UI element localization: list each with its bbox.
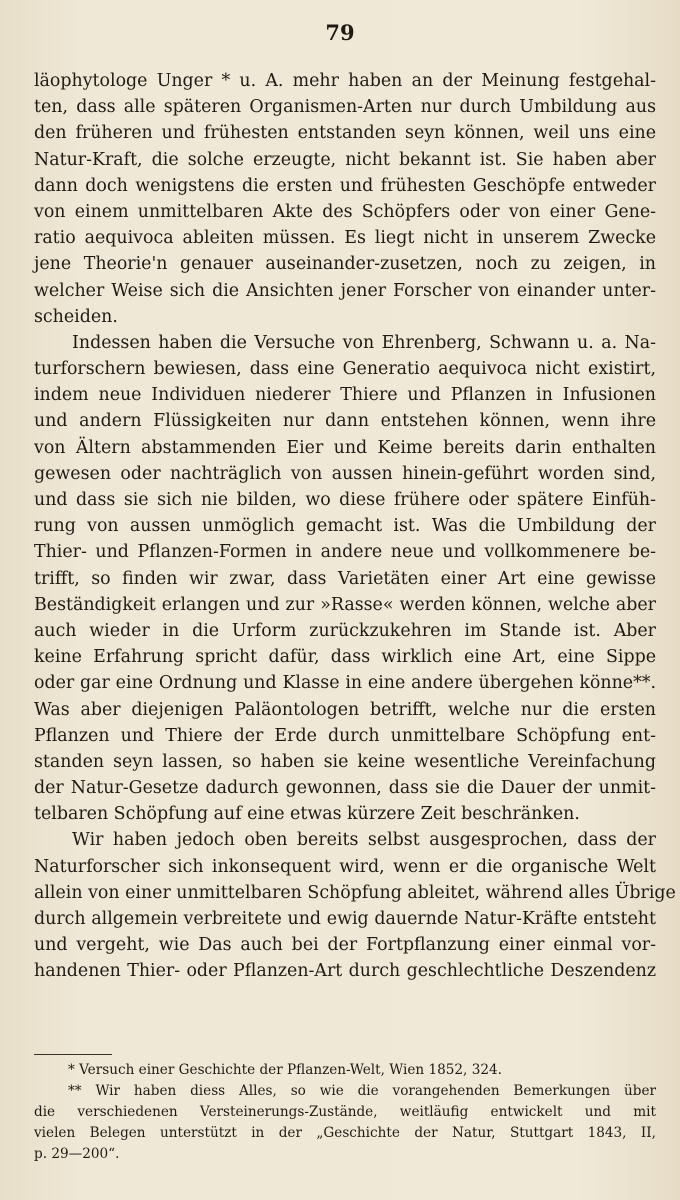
footnote-line: die verschiedenen Versteinerungs-Zustände, weitläufig entwickelt und mit — [34, 1104, 656, 1120]
text-line: scheiden. — [34, 306, 118, 327]
footnotes — [34, 1060, 656, 1165]
text-line: gewesen oder nachträglich von aussen hinein-geführt worden sind, — [34, 463, 656, 484]
page-number: 79 — [325, 20, 355, 45]
text-line: den früheren und frühesten entstanden seyn können, weil uns eine — [34, 123, 656, 144]
footnote-line: p. 29—200“. — [34, 1146, 120, 1162]
text-line: Wir haben jedoch oben bereits selbst ausgesprochen, dass der — [72, 830, 656, 851]
text-line: Pflanzen und Thiere der Erde durch unmittelbare Schöpfung ent- — [34, 725, 656, 746]
text-line: ratio aequivoca ableiten müssen. Es liegt nicht in unserem Zwecke — [34, 228, 656, 249]
text-line: läophytologe Unger * u. A. mehr haben an der Meinung festgehal- — [34, 71, 656, 91]
text-line: Beständigkeit erlangen und zur »Rasse« werden können, welche aber — [34, 594, 656, 615]
text-line: von Ältern abstammenden Eier und Keime bereits darin enthalten — [34, 437, 656, 458]
text-line: und andern Flüssigkeiten nur dann entstehen können, wenn ihre — [34, 411, 656, 432]
text-line: handenen Thier- oder Pflanzen-Art durch geschlechtliche Deszendenz — [34, 961, 656, 982]
text-line: ten, dass alle späteren Organismen-Arten nur durch Umbildung aus — [34, 97, 656, 118]
text-line: Naturforscher sich inkonsequent wird, wenn er die organische Welt — [34, 856, 656, 877]
text-line: trifft, so finden wir zwar, dass Varietäten einer Art eine gewisse — [34, 568, 656, 589]
text-line: standen seyn lassen, so haben sie keine wesentliche Vereinfachung — [34, 751, 656, 772]
text-line: und vergeht, wie Das auch bei der Fortpflanzung einer einmal vor- — [34, 935, 656, 956]
footnote-line: vielen Belegen unterstützt in der „Geschichte der Natur, Stuttgart 1843, II, — [34, 1125, 656, 1141]
text-line: der Natur-Gesetze dadurch gewonnen, dass sie die Dauer der unmit- — [34, 778, 656, 799]
text-line: Was aber diejenigen Paläontologen betrifft, welche nur die ersten — [34, 699, 656, 720]
text-line: rung von aussen unmöglich gemacht ist. Was die Umbildung der — [34, 516, 656, 537]
footnote-line: ** Wir haben diess Alles, so wie die vorangehenden Bemerkungen über — [68, 1083, 656, 1099]
text-line: turforschern bewiesen, dass eine Generatio aequivoca nicht existirt, — [34, 359, 656, 380]
text-line: durch allgemein verbreitete und ewig dauernde Natur-Kräfte entsteht — [34, 909, 656, 929]
text-line: von einem unmittelbaren Akte des Schöpfers oder von einer Gene- — [34, 201, 656, 222]
footnote-line: * Versuch einer Geschichte der Pflanzen-Welt, Wien 1852, 324. — [68, 1062, 502, 1078]
text-line: welcher Weise sich die Ansichten jener Forscher von einander unter- — [34, 280, 656, 301]
text-line: indem neue Individuen niederer Thiere und Pflanzen in Infusionen — [34, 385, 656, 406]
text-line: jene Theorie'n genauer auseinander-zusetzen, noch zu zeigen, in — [34, 254, 656, 275]
text-line: dann doch wenigstens die ersten und frühesten Geschöpfe entweder — [34, 175, 656, 196]
text-line: oder gar eine Ordnung und Klasse in eine andere übergehen könne**. — [34, 673, 656, 694]
text-line: Natur-Kraft, die solche erzeugte, nicht bekannt ist. Sie haben aber — [34, 149, 656, 170]
text-line: Indessen haben die Versuche von Ehrenberg, Schwann u. a. Na- — [72, 332, 656, 353]
text-line: keine Erfahrung spricht dafür, dass wirklich eine Art, eine Sippe — [34, 647, 656, 668]
body-text — [34, 68, 676, 985]
text-line: und dass sie sich nie bilden, wo diese frühere oder spätere Einfüh- — [34, 490, 656, 510]
text-line: telbaren Schöpfung auf eine etwas kürzere Zeit beschränken. — [34, 804, 580, 825]
text-line: auch wieder in die Urform zurückzukehren im Stande ist. Aber — [34, 620, 656, 641]
text-line: Thier- und Pflanzen-Formen in andere neue und vollkommenere be- — [34, 542, 656, 563]
text-line: allein von einer unmittelbaren Schöpfung ableitet, während alles Übrige — [34, 882, 676, 903]
footnote-rule — [34, 1054, 112, 1055]
